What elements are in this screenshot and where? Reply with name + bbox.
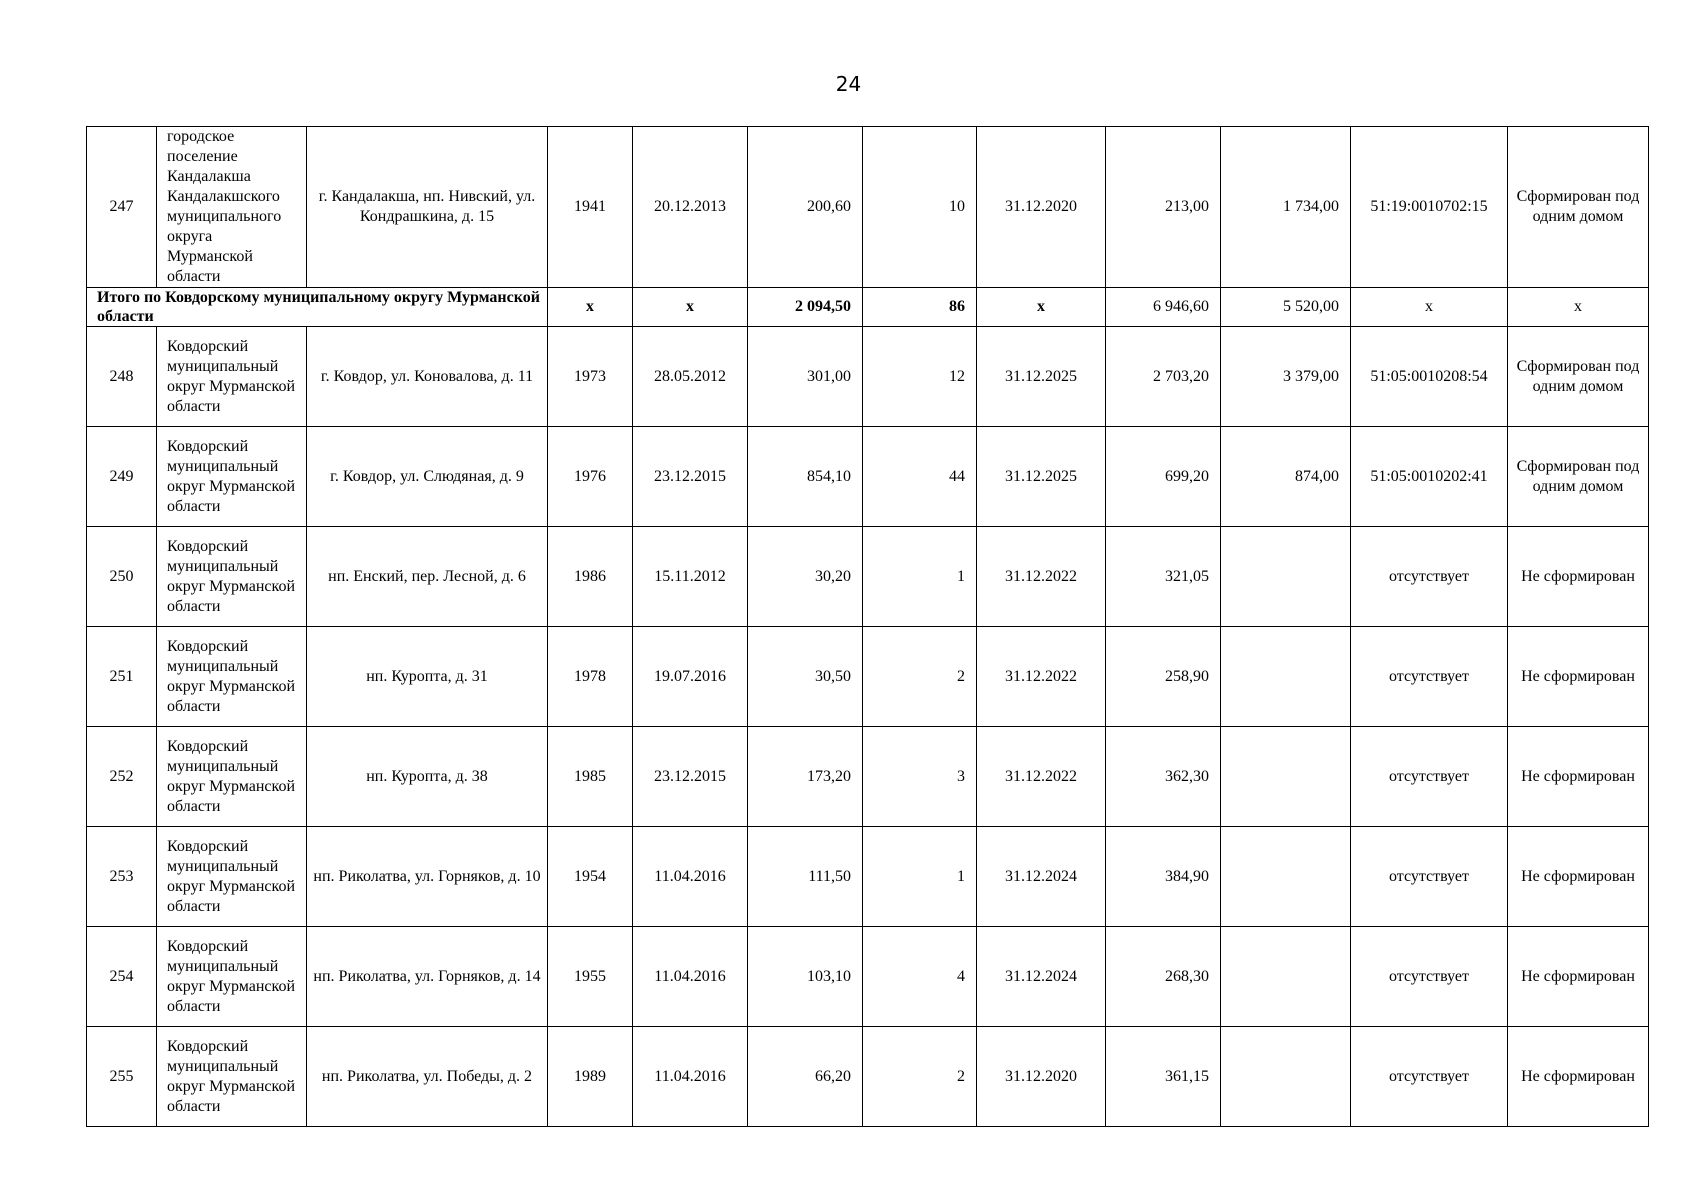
area2-cell: 213,00 <box>1106 127 1221 288</box>
row-number: 253 <box>87 827 157 927</box>
address-cell: нп. Енский, пер. Лесной, д. 6 <box>307 527 548 627</box>
land-area-cell <box>1221 927 1351 1027</box>
table-row <box>87 527 1649 627</box>
address-cell: нп. Риколатва, ул. Горняков, д. 14 <box>307 927 548 1027</box>
deadline-cell: 31.12.2024 <box>977 927 1106 1027</box>
table-row <box>87 727 1649 827</box>
status-cell: Не сформирован <box>1508 727 1649 827</box>
area-cell: 30,20 <box>748 527 863 627</box>
year-cell: 1978 <box>548 627 633 727</box>
cadastral-cell: отсутствует <box>1351 727 1508 827</box>
row-number: 254 <box>87 927 157 1027</box>
date-cell: 15.11.2012 <box>633 527 748 627</box>
deadline-cell: 31.12.2022 <box>977 527 1106 627</box>
table-row <box>87 327 1649 427</box>
land-area-cell: 1 734,00 <box>1221 127 1351 288</box>
deadline-cell: 31.12.2025 <box>977 427 1106 527</box>
address-cell: г. Ковдор, ул. Слюдяная, д. 9 <box>307 427 548 527</box>
address-cell: нп. Куропта, д. 31 <box>307 627 548 727</box>
total-deadline: x <box>977 288 1106 327</box>
year-cell: 1955 <box>548 927 633 1027</box>
area-cell: 103,10 <box>748 927 863 1027</box>
status-cell: Не сформирован <box>1508 627 1649 727</box>
people-cell: 1 <box>863 527 977 627</box>
year-cell: 1985 <box>548 727 633 827</box>
row-number: 247 <box>87 127 157 288</box>
land-area-cell <box>1221 727 1351 827</box>
area-cell: 66,20 <box>748 1027 863 1127</box>
area2-cell: 321,05 <box>1106 527 1221 627</box>
people-cell: 2 <box>863 1027 977 1127</box>
deadline-cell: 31.12.2020 <box>977 1027 1106 1127</box>
area-cell: 200,60 <box>748 127 863 288</box>
table-row <box>87 1027 1649 1127</box>
table-row <box>87 827 1649 927</box>
area-cell: 301,00 <box>748 327 863 427</box>
municipality-cell: Ковдорский муниципальный округ Мурманской области <box>157 427 307 527</box>
area2-cell: 699,20 <box>1106 427 1221 527</box>
total-cadastral: x <box>1351 288 1508 327</box>
deadline-cell: 31.12.2024 <box>977 827 1106 927</box>
table-body <box>87 127 1649 1127</box>
people-cell: 4 <box>863 927 977 1027</box>
people-cell: 44 <box>863 427 977 527</box>
cadastral-cell: 51:05:0010208:54 <box>1351 327 1508 427</box>
cadastral-cell: отсутствует <box>1351 527 1508 627</box>
area-cell: 30,50 <box>748 627 863 727</box>
year-cell: 1976 <box>548 427 633 527</box>
status-cell: Сформирован под одним домом <box>1508 127 1649 288</box>
row-number: 250 <box>87 527 157 627</box>
municipality-cell: городское поселение Кандалакша Кандалакшского муниципального округа Мурманской области <box>157 127 307 288</box>
cadastral-cell: отсутствует <box>1351 1027 1508 1127</box>
date-cell: 19.07.2016 <box>633 627 748 727</box>
status-cell: Не сформирован <box>1508 527 1649 627</box>
row-number: 255 <box>87 1027 157 1127</box>
year-cell: 1954 <box>548 827 633 927</box>
municipality-cell: Ковдорский муниципальный округ Мурманской области <box>157 527 307 627</box>
year-cell: 1989 <box>548 1027 633 1127</box>
date-cell: 23.12.2015 <box>633 727 748 827</box>
table-row <box>87 627 1649 727</box>
municipality-cell: Ковдорский муниципальный округ Мурманской области <box>157 627 307 727</box>
cadastral-cell: отсутствует <box>1351 927 1508 1027</box>
cadastral-cell: отсутствует <box>1351 827 1508 927</box>
area2-cell: 268,30 <box>1106 927 1221 1027</box>
total-label: Итого по Ковдорскому муниципальному округу Мурманской области <box>87 288 548 327</box>
cadastral-cell: отсутствует <box>1351 627 1508 727</box>
area-cell: 173,20 <box>748 727 863 827</box>
address-cell: г. Ковдор, ул. Коновалова, д. 11 <box>307 327 548 427</box>
status-cell: Не сформирован <box>1508 1027 1649 1127</box>
people-cell: 12 <box>863 327 977 427</box>
status-cell: Сформирован под одним домом <box>1508 427 1649 527</box>
people-cell: 2 <box>863 627 977 727</box>
area2-cell: 258,90 <box>1106 627 1221 727</box>
total-people: 86 <box>863 288 977 327</box>
page-number: 24 <box>835 72 862 96</box>
cadastral-cell: 51:19:0010702:15 <box>1351 127 1508 288</box>
table-row <box>87 927 1649 1027</box>
area2-cell: 362,30 <box>1106 727 1221 827</box>
people-cell: 3 <box>863 727 977 827</box>
cadastral-cell: 51:05:0010202:41 <box>1351 427 1508 527</box>
total-area2: 6 946,60 <box>1106 288 1221 327</box>
total-year: x <box>548 288 633 327</box>
housing-registry-table <box>86 126 1649 1127</box>
total-status: x <box>1508 288 1649 327</box>
address-cell: нп. Риколатва, ул. Горняков, д. 10 <box>307 827 548 927</box>
land-area-cell <box>1221 627 1351 727</box>
row-number: 251 <box>87 627 157 727</box>
address-cell: нп. Риколатва, ул. Победы, д. 2 <box>307 1027 548 1127</box>
status-cell: Не сформирован <box>1508 927 1649 1027</box>
table-row <box>87 427 1649 527</box>
municipality-cell: Ковдорский муниципальный округ Мурманской области <box>157 927 307 1027</box>
year-cell: 1986 <box>548 527 633 627</box>
row-number: 249 <box>87 427 157 527</box>
area2-cell: 384,90 <box>1106 827 1221 927</box>
area2-cell: 2 703,20 <box>1106 327 1221 427</box>
land-area-cell <box>1221 827 1351 927</box>
year-cell: 1941 <box>548 127 633 288</box>
area-cell: 111,50 <box>748 827 863 927</box>
total-date: x <box>633 288 748 327</box>
deadline-cell: 31.12.2022 <box>977 627 1106 727</box>
date-cell: 11.04.2016 <box>633 927 748 1027</box>
status-cell: Не сформирован <box>1508 827 1649 927</box>
municipality-cell: Ковдорский муниципальный округ Мурманской области <box>157 327 307 427</box>
area2-cell: 361,15 <box>1106 1027 1221 1127</box>
total-row <box>87 288 1649 327</box>
people-cell: 10 <box>863 127 977 288</box>
address-cell: нп. Куропта, д. 38 <box>307 727 548 827</box>
land-area-cell <box>1221 527 1351 627</box>
row-number: 252 <box>87 727 157 827</box>
date-cell: 28.05.2012 <box>633 327 748 427</box>
area-cell: 854,10 <box>748 427 863 527</box>
date-cell: 20.12.2013 <box>633 127 748 288</box>
municipality-cell: Ковдорский муниципальный округ Мурманской области <box>157 827 307 927</box>
people-cell: 1 <box>863 827 977 927</box>
total-land-area: 5 520,00 <box>1221 288 1351 327</box>
deadline-cell: 31.12.2020 <box>977 127 1106 288</box>
municipality-cell: Ковдорский муниципальный округ Мурманской области <box>157 727 307 827</box>
status-cell: Сформирован под одним домом <box>1508 327 1649 427</box>
land-area-cell: 3 379,00 <box>1221 327 1351 427</box>
row-number: 248 <box>87 327 157 427</box>
municipality-cell: Ковдорский муниципальный округ Мурманской области <box>157 1027 307 1127</box>
table-row <box>87 127 1649 288</box>
land-area-cell <box>1221 1027 1351 1127</box>
deadline-cell: 31.12.2025 <box>977 327 1106 427</box>
deadline-cell: 31.12.2022 <box>977 727 1106 827</box>
date-cell: 11.04.2016 <box>633 827 748 927</box>
land-area-cell: 874,00 <box>1221 427 1351 527</box>
date-cell: 11.04.2016 <box>633 1027 748 1127</box>
date-cell: 23.12.2015 <box>633 427 748 527</box>
year-cell: 1973 <box>548 327 633 427</box>
total-area: 2 094,50 <box>748 288 863 327</box>
address-cell: г. Кандалакша, нп. Нивский, ул. Кондрашкина, д. 15 <box>307 127 548 288</box>
